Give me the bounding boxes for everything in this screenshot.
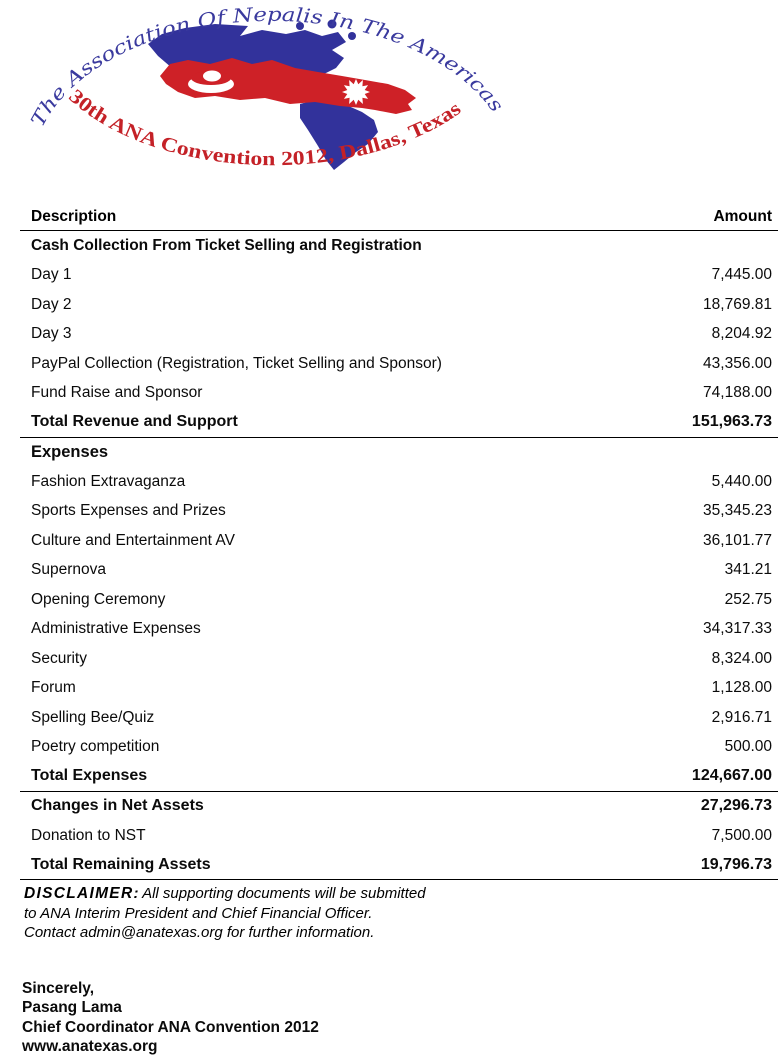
disclaimer-text: All supporting documents will be submitted to ANA Interim President and Chief Financial Officer. Contact admin@anatexas.org for further information. [24,885,426,941]
row-description: Fashion Extravaganza [31,472,186,490]
logo-top-arc-text: The Association Of Nepalis In The Americas [26,3,507,131]
table-row [20,408,778,438]
row-amount: 1,128.00 [711,679,772,697]
table-row [20,674,778,704]
row-amount: 43,356.00 [703,354,772,372]
table-row [20,438,778,468]
row-amount: 500.00 [724,738,772,756]
row-description: PayPal Collection (Registration, Ticket Selling and Sponsor) [31,354,442,372]
row-description: Expenses [31,442,109,461]
signature-title: Chief Coordinator ANA Convention 2012 [22,1018,319,1036]
row-description: Poetry competition [31,738,160,756]
table-row [20,526,778,556]
ana-convention-logo [0,0,780,195]
row-amount: 8,204.92 [711,325,772,343]
financial-table [20,203,778,880]
row-amount: 151,963.73 [691,413,772,431]
row-amount: 252.75 [724,590,772,608]
row-description: Total Expenses [31,767,148,785]
row-description: Supernova [31,561,106,579]
row-amount: 19,796.73 [700,855,772,873]
row-amount: 7,500.00 [711,826,772,844]
row-description: Total Remaining Assets [31,855,211,873]
row-amount: 18,769.81 [703,295,772,313]
row-amount: 34,317.33 [703,620,772,638]
row-amount: 341.21 [724,561,772,579]
row-amount: 5,440.00 [711,472,772,490]
table-row [20,851,778,881]
row-description: Changes in Net Assets [31,797,204,815]
table-row [20,733,778,763]
row-description: Cash Collection From Ticket Selling and Registration [31,236,422,254]
row-description: Fund Raise and Sponsor [31,384,203,402]
column-header-amount: Amount [713,207,772,225]
row-description: Day 1 [31,266,72,284]
row-amount: 27,296.73 [700,797,772,815]
row-description: Total Revenue and Support [31,413,238,431]
signature-block [22,979,319,1056]
table-row [20,615,778,645]
row-amount: 124,667.00 [691,767,772,785]
signature-name: Pasang Lama [22,999,122,1017]
row-description: Day 2 [31,295,72,313]
row-amount: 2,916.71 [711,708,772,726]
disclaimer-label: DISCLAIMER [24,885,134,902]
row-amount: 74,188.00 [703,384,772,402]
row-description: Day 3 [31,325,72,343]
table-row [20,349,778,379]
disclaimer [24,884,428,943]
column-header-description: Description [31,207,117,225]
disclaimer-separator: : [133,885,139,902]
row-amount: 35,345.23 [703,502,772,520]
row-description: Forum [31,679,76,697]
table-row [20,261,778,291]
table-row [20,792,778,822]
table-row [20,644,778,674]
table-row [20,703,778,733]
table-row [20,762,778,792]
table-row [20,497,778,527]
row-amount: 36,101.77 [703,531,772,549]
row-description: Opening Ceremony [31,590,166,608]
table-row [20,585,778,615]
row-amount: 7,445.00 [711,266,772,284]
table-row [20,290,778,320]
logo-bottom-arc-text: 30th ANA Convention 2012, Dallas, Texas [64,85,464,171]
table-body [20,231,778,880]
table-row [20,467,778,497]
row-description: Security [31,649,87,667]
row-description: Donation to NST [31,826,146,844]
table-row [20,231,778,261]
row-description: Spelling Bee/Quiz [31,708,155,726]
table-row [20,320,778,350]
row-description: Sports Expenses and Prizes [31,502,226,520]
moon-icon [188,71,234,94]
signature-closing: Sincerely, [22,980,95,997]
table-row [20,821,778,851]
row-description: Administrative Expenses [31,620,201,638]
signature-website: www.anatexas.org [22,1037,158,1055]
table-row [20,556,778,586]
row-amount: 8,324.00 [711,649,772,667]
row-description: Culture and Entertainment AV [31,531,235,549]
table-row [20,379,778,409]
table-header-row [20,203,778,231]
